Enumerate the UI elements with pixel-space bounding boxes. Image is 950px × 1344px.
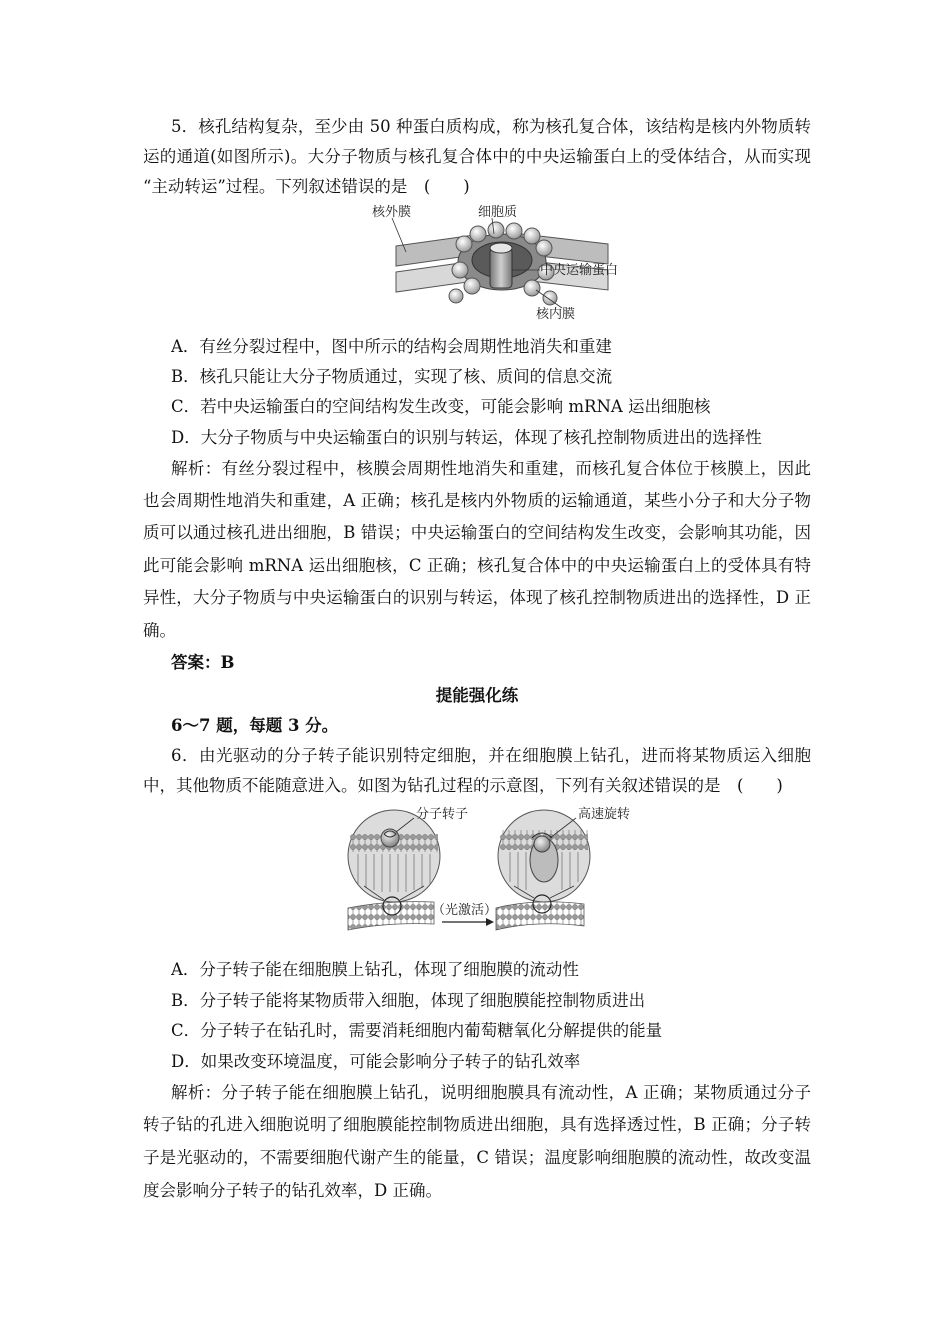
q6-option-a: A．分子转子能在细胞膜上钻孔，体现了细胞膜的流动性 [171,960,579,979]
q6-stem-line-2: 中，其他物质不能随意进入。如图为钻孔过程的示意图，下列有关叙述错误的是 ( ) [143,776,783,795]
q6-option-b: B．分子转子能将某物质带入细胞，体现了细胞膜能控制物质进出 [171,991,646,1010]
q5-option-d: D．大分子物质与中央运输蛋白的识别与转运，体现了核孔控制物质进出的选择性 [171,428,762,447]
q6-stem-line-1: 6．由光驱动的分子转子能识别特定细胞，并在细胞膜上钻孔，进而将某物质运入细胞 [171,746,811,765]
q6-analysis-line-4: 度会影响分子转子的钻孔效率，D 正确。 [143,1181,442,1200]
q5-analysis-line-4: 此可能会影响 mRNA 运出细胞核，C 正确；核孔复合体中的中央运输蛋白上的受体具有特 [143,556,811,575]
q5-stem-line-1: 5．核孔结构复杂，至少由 50 种蛋白质构成，称为核孔复合体，该结构是核内外物质转 [171,117,811,136]
q6-analysis-line-1: 解析：分子转子能在细胞膜上钻孔，说明细胞膜具有流动性，A 正确；某物质通过分子 [171,1083,811,1102]
nuclear-pore-figure [372,204,652,324]
label-high-speed-rotation: 高速旋转 [578,807,631,822]
q5-stem-line-3: “主动转运”过程。下列叙述错误的是 ( ) [143,177,470,196]
section-title: 提能强化练 [435,686,519,705]
q5-option-c: C．若中央运输蛋白的空间结构发生改变，可能会影响 mRNA 运出细胞核 [171,397,711,416]
q5-analysis-line-1: 解析：有丝分裂过程中，核膜会周期性地消失和重建，而核孔复合体位于核膜上，因此 [171,459,811,478]
label-cytoplasm: 细胞质 [478,205,518,220]
label-molecular-rotor: 分子转子 [416,807,469,822]
q5-option-a: A．有丝分裂过程中，图中所示的结构会周期性地消失和重建 [171,337,612,356]
label-inner-membrane: 核内膜 [536,307,576,322]
q6-option-d: D．如果改变环境温度，可能会影响分子转子的钻孔效率 [171,1052,581,1071]
label-central-protein: 中央运输蛋白 [540,263,619,278]
q5-answer: 答案：B [171,653,235,672]
molecular-rotor-figure [344,804,644,946]
q6-analysis-line-3: 子是光驱动的，不需要细胞代谢产生的能量，C 错误；温度影响细胞膜的流动性，故改变温 [143,1148,811,1167]
q5-analysis-line-2: 也会周期性地消失和重建，A 正确；核孔是核内外物质的运输通道，某些小分子和大分子物 [143,491,811,510]
q5-analysis-line-3: 质可以通过核孔进出细胞，B 错误；中央运输蛋白的空间结构发生改变，会影响其功能，因 [143,523,811,542]
label-outer-membrane: 核外膜 [372,205,412,220]
label-light-activation: （光激活） [432,903,498,918]
section-scoring: 6～7 题，每题 3 分。 [171,716,339,735]
q5-stem-line-2: 运的通道(如图所示)。大分子物质与核孔复合体中的中央运输蛋白上的受体结合，从而实现 [143,147,811,166]
q6-analysis-line-2: 转子钻的孔进入细胞说明了细胞膜能控制物质进出细胞，具有选择透过性，B 正确；分子转 [143,1115,811,1134]
q5-option-b: B．核孔只能让大分子物质通过，实现了核、质间的信息交流 [171,367,613,386]
q5-analysis-line-5: 异性，大分子物质与中央运输蛋白的识别与转运，体现了核孔控制物质进出的选择性，D 正 [143,588,811,607]
q5-analysis-line-6: 确。 [143,621,176,640]
q6-option-c: C．分子转子在钻孔时，需要消耗细胞内葡萄糖氧化分解提供的能量 [171,1021,663,1040]
